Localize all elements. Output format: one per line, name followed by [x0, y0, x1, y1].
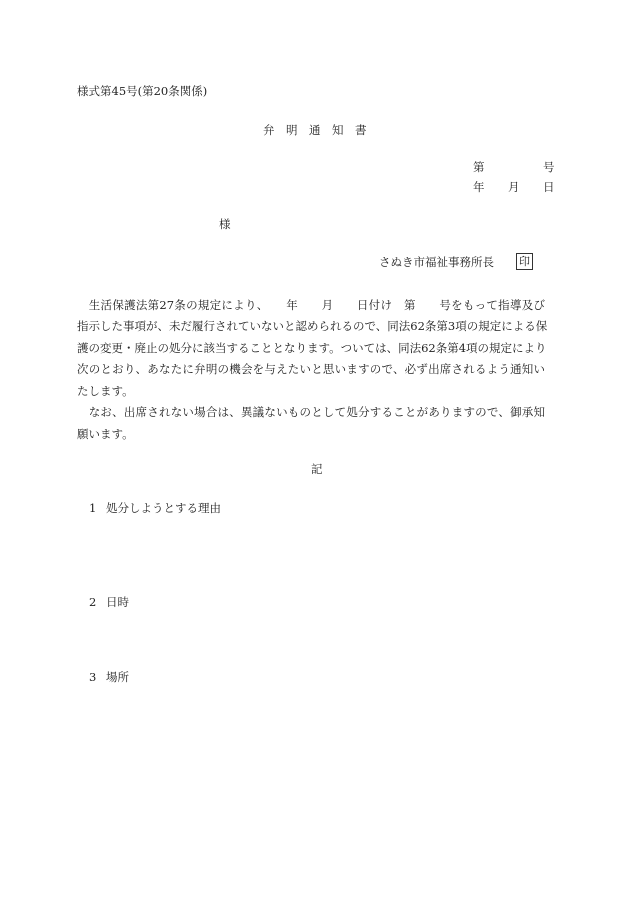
document-title: 弁 明 通 知 書: [263, 123, 367, 137]
body-line: 願います。: [77, 427, 134, 441]
item-number: 2: [89, 595, 97, 609]
body-line: 次のとおり、あなたに弁明の機会を与えたいと思いますので、必ず出席されるよう通知い: [77, 362, 545, 376]
item-number: 1: [89, 501, 97, 515]
doc-number-suffix: 号: [543, 160, 555, 174]
item-number: 3: [89, 670, 97, 684]
item-label: 場所: [106, 670, 129, 684]
item-label: 処分しようとする理由: [106, 501, 221, 515]
ki-heading: 記: [311, 462, 323, 476]
body-line: 護の変更・廃止の処分に該当することとなります。ついては、同法62条第4項の規定により: [77, 341, 547, 355]
body-line: 指示した事項が、未だ履行されていないと認められるので、同法62条第3項の規定による保: [77, 319, 548, 333]
doc-number-prefix: 第: [473, 160, 485, 174]
date-day: 日: [543, 180, 555, 194]
date-month: 月: [508, 180, 520, 194]
body-line: なお、出席されない場合は、異議ないものとして処分することがありますので、御承知: [77, 405, 545, 419]
issuer: さぬき市福祉事務所長: [379, 255, 494, 269]
form-number: 様式第45号(第20条関係): [77, 84, 208, 98]
body-line: たします。: [77, 384, 134, 398]
addressee-suffix: 様: [219, 217, 231, 231]
seal-stamp: 印: [516, 253, 533, 270]
date-year: 年: [473, 180, 485, 194]
body-line: 生活保護法第27条の規定により、 年 月 日付け 第 号をもって指導及び: [77, 298, 545, 312]
item-label: 日時: [106, 595, 129, 609]
